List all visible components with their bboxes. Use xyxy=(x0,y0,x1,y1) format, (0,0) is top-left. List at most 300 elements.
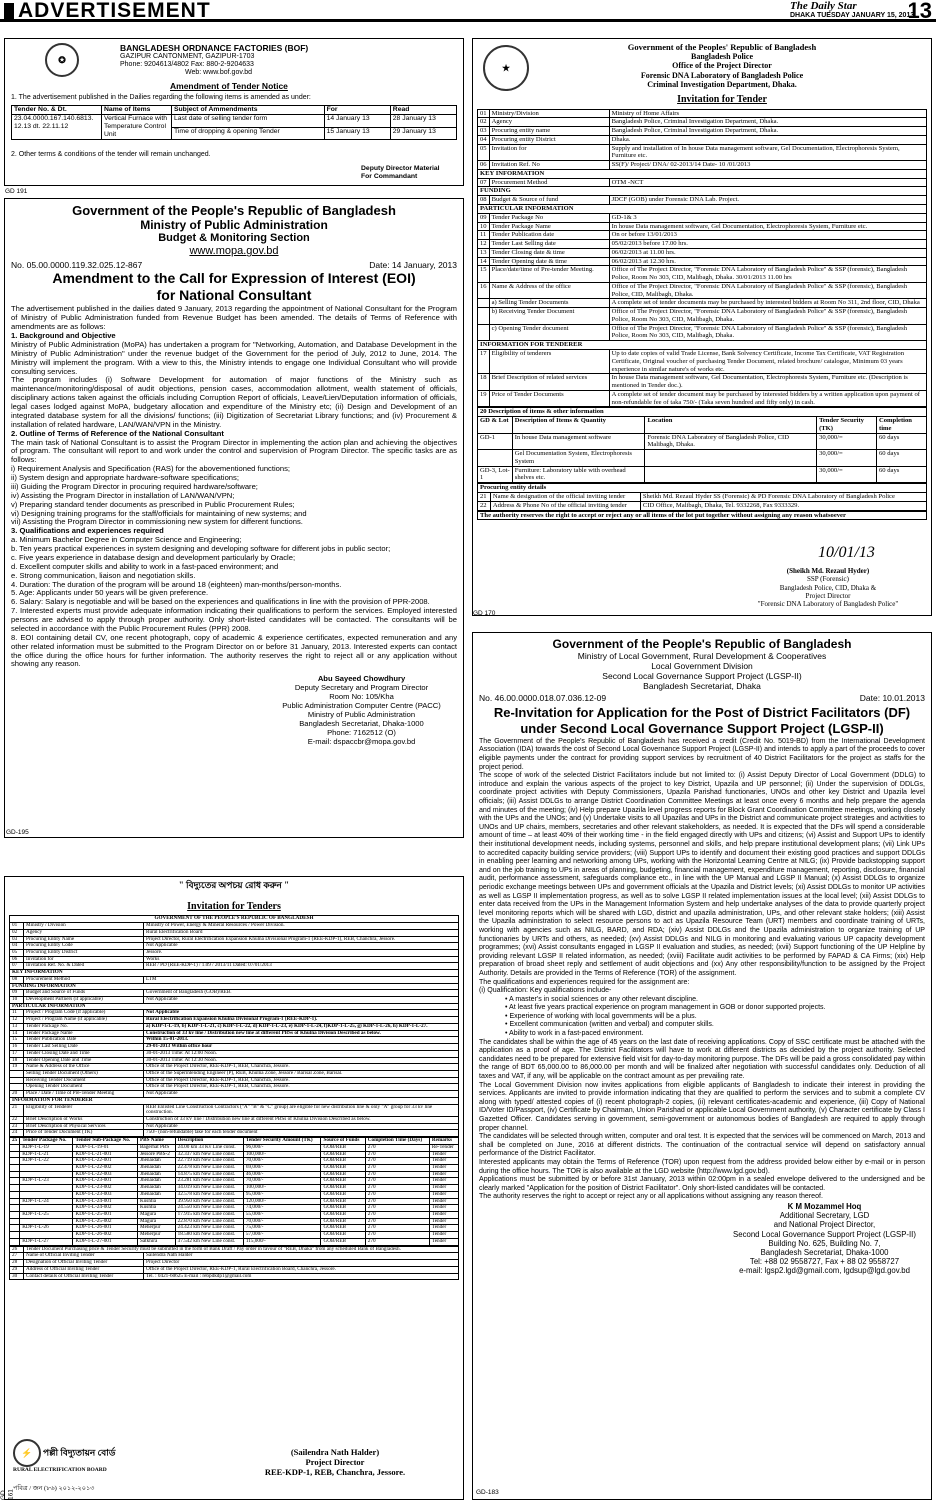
table-cell: 30-01-2013 Time: At 12:30 Noon. xyxy=(144,1057,459,1064)
table-cell: 03 xyxy=(10,936,24,943)
table-cell: Procurement Method xyxy=(489,178,609,187)
qual-item: d. Excellent computer skills and ability to work in a fast-paced environment; and xyxy=(11,561,279,571)
table-cell: 05 xyxy=(10,950,24,957)
mopa-p8: 7. Interested experts must provide adequate information indicating their qualifications to perform the services. Employed interested persons are advised to apply through proper authority. Only short-listed candidates will be contacted. The consultants will be selected in accordance with the Public Procurement Rules (PPR) 2008. xyxy=(11,606,457,633)
table-cell: 32.578 km New Line const. xyxy=(175,1191,243,1198)
table-cell: 30,000/= xyxy=(817,433,877,450)
sign-line: Project Director xyxy=(305,1457,365,1468)
table-cell: Ministry of Home Affairs xyxy=(609,109,926,118)
col-remarks: Remarks xyxy=(429,1138,458,1145)
task-item: ii) System design and appropriate hardware-software specifications; xyxy=(11,473,239,483)
table-cell: a) Selling Tender Documents xyxy=(489,299,609,308)
lgsp-p4: (i) Qualification: Key qualifications include- xyxy=(479,987,612,995)
table-cell: Tender xyxy=(429,1178,458,1185)
table-cell: Jhenaidah xyxy=(137,1165,175,1172)
table-cell: Office of The Project Director, "Forensic DNA Laboratory of Bangladesh Police" & SSP (forensic), Bangladesh Police, Room No 303, CID, Malibagh, Dhaka. xyxy=(609,324,926,341)
table-cell: Opening Tender Document xyxy=(24,1084,144,1091)
table-cell: 18.580 km New Line const. xyxy=(175,1232,243,1239)
sign-line: SSP (Forensic) xyxy=(807,575,849,584)
table-cell: 74,000/- xyxy=(243,1205,321,1212)
table-cell: KDP-1-L-23-002 xyxy=(73,1185,138,1192)
table-cell: Price of Tender Documents xyxy=(489,390,609,407)
table-cell: 270 xyxy=(365,1178,429,1185)
col-location: Location xyxy=(645,417,817,434)
list-item: • Ability to work in a fast-paced environment. xyxy=(505,1030,644,1038)
police-lab: Forensic DNA Laboratory of Bangladesh Police xyxy=(640,70,804,80)
table-cell: GOB/REB xyxy=(321,1158,365,1165)
page-header xyxy=(0,0,936,22)
table-cell: 270 xyxy=(365,1191,429,1198)
table-cell: 24.00 km 33 Kv Line const. xyxy=(175,1144,243,1151)
table-cell: Office of The Project Director, "Forensic DNA Laboratory of Bangladesh Police" & SSP (forensic), Bangladesh Police, Room No 303, CID, Malibagh, Dhaka. 30/01/2013 11.00 hrs xyxy=(609,266,926,283)
sign-line: (Sailendra Nath Halder) xyxy=(290,1447,380,1457)
table-cell: 07 xyxy=(10,963,24,970)
mopa-title-2: for National Consultant xyxy=(156,286,312,303)
table-cell: 55,000/- xyxy=(243,1212,321,1219)
table-row xyxy=(478,390,927,407)
col-desc: Description of Items & Quantity xyxy=(512,417,645,434)
table-cell: 22 xyxy=(478,501,491,510)
table-cell: a) KDP-1-L-19, b) KDP-1-L-21, c) KDP-1-L-22, d) KDP-1-L-23, e) KDP-1-L-24, f)KDP-1-L-25, g) KDP-1-L-26, h) KDP-1-L-27. xyxy=(144,1023,459,1030)
col-pkg: Tender Package No. xyxy=(20,1138,73,1145)
lgsp-project: Second Local Governance Support Project (LGSP-II) xyxy=(602,671,802,682)
table-row xyxy=(478,169,927,178)
table-cell: Sailendra Nath Halder xyxy=(144,1253,459,1260)
table-row xyxy=(478,466,927,483)
table-row xyxy=(478,118,927,127)
police-items-table xyxy=(477,407,927,483)
table-cell: Time of dropping & opening Tender xyxy=(172,127,325,140)
mopa-p2: Ministry of Public Administration (MoPA) has undertaken a program for "Networking, Automation, and Database Development in the Ministry of Public Administration" under the revenue budget of the Government for the period of July, 2012 to June, 2014. The Ministry will implement the program. With a view to this, the Ministry intends to engage one Individual Consultant who will provide consulting services. xyxy=(11,339,457,376)
lgsp-p7: The candidates will be selected through written, computer and oral test. It is expected that the services will be commenced on March, 2013 and shall be completed on June, 2016 at different districts. The continuation of the contractual service will depend on satisfactory annual performance of the District Facilitator. xyxy=(479,1133,925,1158)
table-row xyxy=(10,1050,459,1057)
list-item-text: Ability to work in a fast-paced environment. xyxy=(509,1030,644,1038)
list-item-text: Experience of working with local governments will be a plus. xyxy=(509,1012,697,1020)
dateline: DHAKA TUESDAY JANUARY 15, 2013 xyxy=(790,12,915,19)
mopa-ref-row xyxy=(11,260,457,270)
reb-footer: পবিত্র / জন (৮৬) ২০১২-২০১৩ xyxy=(13,1485,95,1492)
table-cell: KDP-1-L-26-001 xyxy=(73,1225,138,1232)
table-cell: 270 xyxy=(365,1238,429,1245)
table-row xyxy=(10,1030,459,1037)
table-cell: On or before 13/01/2013 xyxy=(609,231,926,240)
table-row xyxy=(10,970,459,977)
table-cell: Office of the Project Director, REE-KDP-1, REB, Chanchra, Jessore. xyxy=(144,1084,459,1091)
bof-title: Amendment of Tender Notice xyxy=(170,81,288,91)
table-cell: KDP-1-L-23-003 xyxy=(73,1191,138,1198)
sign-line: "Forensic DNA Laboratory of Bangladesh Police" xyxy=(757,600,899,608)
table-cell: Last date of selling tender form xyxy=(172,115,325,128)
table-cell: Price of Tender Document (TK) xyxy=(24,1130,144,1137)
mopa-no: No. 05.00.0000.119.32.025.12-867 xyxy=(11,260,143,271)
table-cell: Magura xyxy=(137,1218,175,1225)
table-cell xyxy=(20,1165,73,1172)
table-cell: c) Opening Tender document xyxy=(489,324,609,341)
table-cell: 13 xyxy=(10,1023,24,1030)
mopa-p1: The advertisement published in the dailies dated 9 January, 2013 regarding the appointment of National Consultant for the Program of Ministry of Public Administration funded from Revenue Budget has been amended. The details of Terms of Reference with amendments are as follows: xyxy=(11,304,457,332)
table-cell xyxy=(645,450,817,467)
table-cell: Jessore. xyxy=(144,950,459,957)
table-cell: Bagerhat PBS xyxy=(137,1144,175,1151)
table-cell: In house Data management software, Gel Documentation, Electrophoresis System, Furniture etc. xyxy=(609,222,926,231)
table-cell: Brief Description of Physical Services xyxy=(24,1123,144,1130)
table-cell: KDP-1-L-22-003 xyxy=(73,1171,138,1178)
table-cell: 30,000/= xyxy=(817,450,877,467)
table-cell: Procuring Entity District xyxy=(24,950,144,957)
table-cell: 21 xyxy=(478,493,491,502)
table-row xyxy=(478,308,927,325)
table-cell: Jhenaidah xyxy=(137,1158,175,1165)
table-cell: 270 xyxy=(365,1185,429,1192)
table-cell: 26 xyxy=(10,1246,24,1253)
table-cell: 09 xyxy=(10,990,24,997)
table-cell: 28 xyxy=(10,1260,24,1267)
table-cell: 23 xyxy=(10,1123,24,1130)
table-cell: KDP-1-L-24-002 xyxy=(73,1205,138,1212)
table-cell xyxy=(10,1077,24,1084)
table-cell: 21 xyxy=(10,1104,24,1116)
table-cell: KDP-1-L-27-001 xyxy=(73,1238,138,1245)
table-cell: Works xyxy=(144,956,459,963)
table-cell: 60 days xyxy=(877,433,927,450)
table-cell: Meherpur xyxy=(137,1232,175,1239)
table-cell: 70,000/- xyxy=(243,1218,321,1225)
table-cell xyxy=(478,299,490,308)
table-cell: In house Data management software, Gel Documentation, Electrophoresis System, Furniture etc. (Description is mentioned in Tender doc.). xyxy=(609,374,926,391)
police-logo-icon: ★ xyxy=(483,45,529,91)
qual-item: e. Strong communication, liaison and negotiation skills. xyxy=(11,570,196,580)
table-cell: 02 xyxy=(10,929,24,936)
qual-item: c. Five years experience in database design and development particularly by Oracle; xyxy=(11,552,296,562)
qual-item: a. Minimum Bachelor Degree in Computer Science and Engineering; xyxy=(11,535,242,545)
table-cell: Within 15-01-2013. xyxy=(144,1037,459,1044)
table-cell: GOB/REB xyxy=(321,1225,365,1232)
reb-logo-icon: ⚡ xyxy=(13,1439,41,1467)
table-row xyxy=(10,1238,459,1245)
table-row xyxy=(10,936,459,943)
table-cell: Eligibility of Tenderer xyxy=(24,1104,144,1116)
table-cell: Place / Date / Time of Pre-Tender Meeting xyxy=(24,1091,144,1098)
table-row xyxy=(478,341,927,350)
table-cell: Forensic DNA Laboratory of Bangladesh Police, CID Malibagh, Dhaka. xyxy=(645,433,817,450)
table-row xyxy=(478,450,927,467)
table-cell: 37.542 km New Line const. xyxy=(175,1238,243,1245)
table-cell: Tender xyxy=(429,1205,458,1212)
table-cell: Not Applicable xyxy=(144,1091,459,1098)
table-cell: Tender Publication date xyxy=(489,231,609,240)
table-cell: GD-1& 3 xyxy=(609,213,926,222)
table-cell: Ministry of Power, Energy & Mineral Resources / Power Division. xyxy=(144,923,459,930)
table-row xyxy=(478,187,927,196)
list-item-text: A master's in social sciences or any other relevant discipline. xyxy=(509,995,699,1003)
table-cell: 29-01-2013 Within office hour xyxy=(144,1044,459,1051)
sign-line: REE-KDP-1, REB, Chanchra, Jessore. xyxy=(264,1467,406,1478)
table-row xyxy=(478,493,927,502)
bof-table-wrap xyxy=(11,105,457,140)
table-row xyxy=(478,350,927,374)
table-cell: 100,000/- xyxy=(243,1185,321,1192)
section-title: ADVERTISEMENT xyxy=(18,0,211,22)
table-cell: KDP-1-L-23 xyxy=(20,1178,73,1185)
lgsp-p8: Interested applicants may obtain the Terms of Reference (TOR) upon request from the address provided below either by e-mail or in person during the office hours. The TOR is also available at the LGD website (http://www.lgd.gov.bd). xyxy=(479,1158,925,1175)
sign-line: e-mail: lgsp2.lgd@gmail.com, lgdsup@lgd.gov.bd xyxy=(739,1266,910,1276)
police-table xyxy=(477,109,927,408)
section-row: PARTICULAR INFORMATION xyxy=(10,1003,459,1010)
table-cell: Jhenaidah xyxy=(137,1171,175,1178)
table-cell: 24.423 km New Line const. xyxy=(175,1225,243,1232)
reb-logo-bn: পল্লী বিদ্যুতায়ন বোর্ড xyxy=(43,1447,116,1458)
sign-line: (Sheikh Md. Rezaul Hyder) xyxy=(786,567,870,575)
table-cell: 270 xyxy=(365,1232,429,1239)
table-cell: GOB/REB xyxy=(321,1218,365,1225)
table-cell: Procurement Method xyxy=(24,976,144,983)
table-cell: 22.478 km New Line const. xyxy=(175,1165,243,1172)
table-cell: 19 xyxy=(10,1064,24,1071)
table-cell xyxy=(478,324,490,341)
table-cell: Tender Closing date & time xyxy=(489,248,609,257)
table-cell: Jessore PBS-2 xyxy=(137,1151,175,1158)
police-gov: Government of the Peoples' Republic of Bangladesh xyxy=(627,42,817,52)
table-cell: b) Receiving Tender Document xyxy=(489,308,609,325)
table-cell: 15 xyxy=(10,1037,24,1044)
lgsp-gov: Government of the People's Republic of Bangladesh xyxy=(552,637,852,651)
table-cell: Invitation Ref. No xyxy=(489,161,609,170)
list-item: • At least five years practical experience on program management in GOB or donor supported projects. xyxy=(505,1004,826,1012)
table-cell: GOB/REB xyxy=(321,1212,365,1219)
table-cell: Project Director xyxy=(144,1260,459,1267)
mopa-date: Date: 14 January, 2013 xyxy=(369,260,457,271)
mopa-ministry: Ministry of Public Administration xyxy=(140,218,328,233)
table-row xyxy=(10,976,459,983)
table-cell: GOB/REB xyxy=(321,1238,365,1245)
table-cell: 05 xyxy=(478,144,490,161)
bof-logo-icon: ✪ xyxy=(45,43,79,77)
table-cell: Sheikh Md. Rezaul Hyder SS (Forensic) & PD Forensic DNA Laboratory of Bangladesh Police xyxy=(640,493,926,502)
table-cell: Budget and Source of Funds xyxy=(24,990,144,997)
reb-logo-en: RURAL ELECTRIFICATION BOARD xyxy=(13,1467,107,1473)
reb-table xyxy=(9,915,459,1137)
table-cell: Government of Bangladesh (GOB)/REB. xyxy=(144,990,459,997)
table-cell: 270 xyxy=(365,1212,429,1219)
table-cell: Contact details of Official Inviting Tender xyxy=(24,1273,144,1280)
table-cell: 57,000/- xyxy=(243,1232,321,1239)
table-row xyxy=(10,1130,459,1137)
reb-title: Invitation for Tenders xyxy=(187,900,281,912)
table-cell: Project Director, Rural Electrification Expansion Khulna Divisional Program-1 (REE-KDP-1), REB, Chanchra, Jessore. xyxy=(144,936,459,943)
table-cell: Tender Last Selling date xyxy=(489,240,609,249)
table-cell: 96,000/- xyxy=(243,1144,321,1151)
mopa-age: 5. Age: Applicants under 50 years will be given preference. xyxy=(11,588,209,598)
table-cell: GOB/REB xyxy=(321,1205,365,1212)
table-cell: Magura xyxy=(137,1212,175,1219)
table-row xyxy=(478,231,927,240)
reb-logo xyxy=(13,1439,123,1473)
sign-line: and National Project Director, xyxy=(773,1220,876,1230)
section-row: FUNDING INFORMATION xyxy=(10,983,459,990)
police-handwritten-date: 10/01/13 xyxy=(818,544,875,561)
table-cell: Address & Phone No of the official inviting tender xyxy=(490,501,640,510)
table-cell: Tender xyxy=(429,1171,458,1178)
mopa-title-1: Amendment to the Call for Expression of Interest (EOI) xyxy=(52,270,416,287)
col-tender: Tender No. & Dt. xyxy=(12,106,102,115)
table-cell: Tender Package Name xyxy=(24,1030,144,1037)
table-cell: 60 days xyxy=(877,466,927,483)
table-row xyxy=(478,324,927,341)
table-cell: 15 January 13 xyxy=(324,127,390,140)
sign-line: Room No: 105/Kha xyxy=(329,692,394,702)
table-cell: Tender Opening date & time xyxy=(489,257,609,266)
sign-line: Public Administration Computer Centre (PACC) xyxy=(282,701,441,711)
sign-line: E-mail: dspaccbr@mopa.gov.bd xyxy=(307,737,416,747)
col-read: Read xyxy=(390,106,456,115)
table-cell: 12 xyxy=(10,1017,24,1024)
table-cell: Kushtia xyxy=(137,1198,175,1205)
table-cell: Meherpur xyxy=(137,1225,175,1232)
table-cell: CID Office, Malibagh, Dhaka, Tel. 9332268, Fax 9333329. xyxy=(640,501,926,510)
table-cell: KDP-1-L-25-002 xyxy=(73,1218,138,1225)
table-cell: 17 xyxy=(478,350,490,374)
table-cell: 46,000/- xyxy=(243,1171,321,1178)
table-cell: Invitation Ref. No. & Dated xyxy=(24,963,144,970)
table-cell: Not Applicable xyxy=(144,997,459,1004)
section-row: 20 Description of items & other information xyxy=(478,408,927,417)
table-cell: Office of The Project Director, "Forensic DNA Laboratory of Bangladesh Police" & SSP (forensic), Bangladesh Police, Room No 303, CID, Malibagh, Dhaka. xyxy=(609,308,926,325)
table-cell: Dhaka. xyxy=(609,135,926,144)
lgsp-title-1: Re-Invitation for Application for the Post of District Facilitators (DF) xyxy=(493,705,911,721)
col-source: Source of Funds xyxy=(321,1138,365,1145)
section-row: INFORMATION FOR TENDERER xyxy=(10,1097,459,1104)
police-entity-table xyxy=(477,483,927,510)
table-cell: 01 xyxy=(478,109,490,118)
table-cell: Name of Official Inviting Tender xyxy=(24,1253,144,1260)
table-cell: 270 xyxy=(365,1158,429,1165)
table-cell: GOB/REB xyxy=(321,1191,365,1198)
table-cell: 69,000/- xyxy=(243,1165,321,1172)
mopa-body xyxy=(11,305,457,669)
table-row xyxy=(478,240,927,249)
table-cell: 70,000/- xyxy=(243,1158,321,1165)
task-item: v) Preparing standard tender documents as prescribed in Public Procurement Rules; xyxy=(11,499,295,509)
table-cell: Not Applicable xyxy=(144,1010,459,1017)
table-cell: 22.719 km New Line const. xyxy=(175,1158,243,1165)
col-time: Completion Time (Days) xyxy=(365,1138,429,1145)
table-cell: 24 xyxy=(10,1130,24,1137)
police-signature xyxy=(728,567,928,608)
table-cell: Office of the Project Director, REE-KDP-1, REB, Chanchra, Jessore. xyxy=(144,1077,459,1084)
table-cell xyxy=(478,308,490,325)
table-cell: 12 xyxy=(478,240,490,249)
table-cell: GOB/REB xyxy=(321,1151,365,1158)
table-cell: 115,000/- xyxy=(243,1238,321,1245)
reb-package-table xyxy=(9,1137,459,1246)
table-cell: 14.875 km New Line const. xyxy=(175,1171,243,1178)
col-num: 25 xyxy=(10,1138,20,1145)
table-cell: 03 xyxy=(478,127,490,136)
lgsp-title-2: under Second Local Governance Support Project (LGSP-II) xyxy=(520,720,884,736)
table-cell: Construction of 33 kV line / Distribution new line at different PBSs of Khulna Division Described as below. xyxy=(144,1116,459,1123)
table-cell: GOB/REB xyxy=(321,1171,365,1178)
table-cell: Tender Publication Date xyxy=(24,1037,144,1044)
mopa-p9: 8. EOI containing detail CV, one recent photograph, copy of academic & experience certificates, expected remuneration and any other related information must be submitted to the Program Director on or before 31 January, 2013. Interested experts can contact the office during the office hours for further information. The authority reserves the right to reject all or any application without showing any reason. xyxy=(11,632,457,669)
table-cell: 01 xyxy=(10,923,24,930)
table-cell: LTM xyxy=(144,976,459,983)
table-row xyxy=(478,196,927,205)
table-row xyxy=(478,374,927,391)
table-cell: 120,000/- xyxy=(243,1198,321,1205)
mopa-p3: The program includes (i) Software Development for automation of major functions of the Ministry such as maintenance/monitoring/disposal of audit objections, pension cases, accommodation allotment, wealth statement of officials, disciplinary actions taken against the officials including Corruption Report of officials, Leave/Lien/Deputation information of officials, legal cases lodged against MoPA, budgetary allocation and expenditure of the Ministry etc; (ii) Design and Development of an integrated database system for all the divisions/ functions; (iii) Digitization of Secretariat Library functions; and (iv) Procurement & installation of related hardware, LAN/WAN/VPN in the Ministry. xyxy=(11,375,457,429)
sign-line: Abu Sayeed Chowdhury xyxy=(317,674,406,684)
table-cell: KDP-1-L-25-001 xyxy=(73,1212,138,1219)
col-item: Name of Items xyxy=(102,106,172,115)
mopa-section: Budget & Monitoring Section xyxy=(158,232,310,245)
table-cell: 75,000/- xyxy=(243,1225,321,1232)
table-cell: Tel. : 0421-60625 E-mail : rebpdkdp1@gmail.com xyxy=(144,1273,459,1280)
lgsp-p6: The Local Government Division now invites applications from eligible applicants of Bangladesh to indicate their interest in providing the services. Applicants are invited to provide information indicating that they are qualified to perform the services and to submit a complete CV along with typed/ attested copies of (i) recent photograph-2 copies, (ii) relevant certificates-academic and experience, (iii) Copy of National ID/Voter ID/Passport, (iv) Certificate by Chairman, Union Parishad or applicable Local Government authority, (v) Character certificate by Class I Gazetted Officer. Candidates serving in government, semi-government or autonomous bodies of Bangladesh are required to apply through proper channel. xyxy=(479,1081,925,1132)
table-cell: Invitation for xyxy=(489,144,609,161)
section-row: INFORMATION FOR TENDERER xyxy=(478,341,927,350)
table-cell: 04 xyxy=(478,135,490,144)
col-subject: Subject of Ammendments xyxy=(172,106,325,115)
table-cell: 14 January 13 xyxy=(324,115,390,128)
table-cell: 29 January 13 xyxy=(390,127,456,140)
list-item: • Excellent communication (written and verbal) and computer skills. xyxy=(505,1021,714,1029)
table-cell: KDP-1-L-22-001 xyxy=(73,1158,138,1165)
table-cell: 05/02/2013 before 17.00 hrs. xyxy=(609,240,926,249)
task-item: i) Requirement Analysis and Specification (RAS) for the abovementioned functions; xyxy=(11,464,291,474)
lgsp-p1: The Government of the People's Republic of Bangladesh has received a credit (Credit No. 5019-BD) from the International Development Association (IDA) towards the cost of Second Local Governance Support Project (LGSP-II) and intends to apply a part of the proceeds to cover eligible payments under the contract for providing support services by recruitment of 40 District Facilitators for the project as staffs for the project period. xyxy=(479,737,925,771)
table-cell: 06 xyxy=(478,161,490,170)
lgsp-signature xyxy=(724,1202,925,1276)
table-row xyxy=(10,1273,459,1280)
table-row xyxy=(478,299,927,308)
table-row xyxy=(478,144,927,161)
table-cell: Ministry/Division xyxy=(489,109,609,118)
masthead: The Daily Star xyxy=(790,0,857,12)
list-item: • A master's in social sciences or any other relevant discipline. xyxy=(505,995,699,1003)
lgsp-p2: The scope of work of the selected District Facilitators include but not limited to: (i) Assist Deputy Director of Local Government (DDLG) to introduce and explain the various aspects of the project to key District, Upazila and UP personnel; (ii) Under the supervision of DDLGs, coordinate project activities with Deputy Commissioners, Upazila Parishad functionaries, UNOs and other key District and Upazila level officials; (iii) Assist DDLGs to arrange District Coordination Committee Meetings at least once every 6 months and help prepare the agenda and minutes of the meeting; (iv) Help prepare Upazila level progress reports for Block Grant Coordination Committee meetings, working closely with the UPs and the UNOs; and (v) Undertake visits to all Upazilas and UPs in the District and communicate project strategies and activities to UNOs and UP chairs, members, secretaries and other relevant stakeholders, as needed. It is expected that the DFs will spend a considerable amount of time – at least 40% of their working time - in the field engaged directly with UPs and citizens; (vi) Assist and Support UPs to identify their institutional development needs, including systems, personnel and skills, and help prepare institutional development plans; (vii) Link UPs to accredited capacity building service providers; (viii) Support UPs to identify and document their existing good practices and support DDLGs in enabling peer learning and networking among UPs, working with the Horizontal Learning Centre at NILG; (ix) Provide backstopping support and on the job training to UPs in areas of planning, budgeting, financial management, expenditure management, reporting, disclosure, financial audit, performance assessment, safeguards compliance etc., in line with the UP Manual and LGSP II Manual; (x) Assist DDLGs to organize periodic exchange meetings between UPs and government officials at the Upazila and District levels; (xi) Assist DDLGs to monitor UP activities as well as LGSP II implementation progress, as well as to solve LGSP II related implementation issues at the local level; (xii) Assist DDLGs to enter data received from the UPs in the Management Information System and help undertake analyses of the data to provide quarterly project level monitoring reports which will be shared with LGD, district and upazila administration, UPs, and other relevant stake holders; (xiii) Assist the Upazila administration to select resource persons to act as Upazila Resource Team (URT) members and coordinate training of URTs, working with agencies such as NILG, BARD, and RDA; (xiv) Assist DDLGs and the Upazila administration to organize training of UP functionaries by URTs and others, as needed; (xv) Assist DDLGs and NILG in monitoring and evaluating various UP capacity development programmes; (xvi) Assist consultants engaged in LGSP II evaluation and studies, as needed; (xvii) Support functioning of the UP Helpline by providing relevant LGSP II related information, as needed; (xviii) Facilitate audit activities to be performed by FAPAD & CA Firms; (xix) Help preparation of broad sheet reply and settlement of audit objections and (xx) Any other responsibility/function to be assigned by the Project Authority. Details are provided in the Terms of Reference (TOR) of the assignment. xyxy=(479,772,925,977)
page-number: 13 xyxy=(907,0,932,23)
table-cell: Tender Package Name xyxy=(489,222,609,231)
table-cell xyxy=(10,1070,24,1077)
table-cell: Tender xyxy=(429,1185,458,1192)
sign-line: Project Director xyxy=(805,591,851,600)
table-cell: 20 xyxy=(10,1091,24,1098)
table-cell: Office of the Project Director, REE-KDP-1, Rural Electrification Board, Chanchra, Jessore. xyxy=(144,1266,459,1273)
table-cell: GD-1 xyxy=(478,433,513,450)
table-cell: KDP-1-L-21 xyxy=(20,1151,73,1158)
lgsp-p10: The authority reserves the right to accept or reject any or all applications without assigning any reason thereof. xyxy=(479,1193,823,1201)
table-cell: Kushtia xyxy=(137,1205,175,1212)
table-cell: Project / Program Name (if applicable) xyxy=(24,1017,144,1024)
section-row: KEY INFORMATION xyxy=(10,970,459,977)
table-cell: Project / Program Code (if applicable) xyxy=(24,1010,144,1017)
table-cell: Tender Package No xyxy=(489,213,609,222)
sign-line: Bangladesh Secretariat, Dhaka-1000 xyxy=(299,719,424,729)
table-cell: 17.915 km New Line const. xyxy=(175,1212,243,1219)
table-cell: Satkhira xyxy=(137,1238,175,1245)
table-row xyxy=(10,1104,459,1116)
table-cell: KDP-1-L-19-01 xyxy=(73,1144,138,1151)
col-gd: GD & Lot xyxy=(478,417,513,434)
table-cell: Tender xyxy=(429,1165,458,1172)
table-cell: A complete set of tender documents may be purchased by interested bidders at Room No 311, 2nd floor, CID, Dhaka xyxy=(609,299,926,308)
table-cell: 750/- (non-refundable) take for each tender document xyxy=(144,1130,459,1137)
table-row xyxy=(478,135,927,144)
table-row xyxy=(10,963,459,970)
table-cell: Tender Closing Date and Time xyxy=(24,1050,144,1057)
sign-line: Second Local Governance Support Project (LGSP-II) xyxy=(733,1229,916,1239)
sign-line: K M Mozammel Hoq xyxy=(787,1201,862,1211)
